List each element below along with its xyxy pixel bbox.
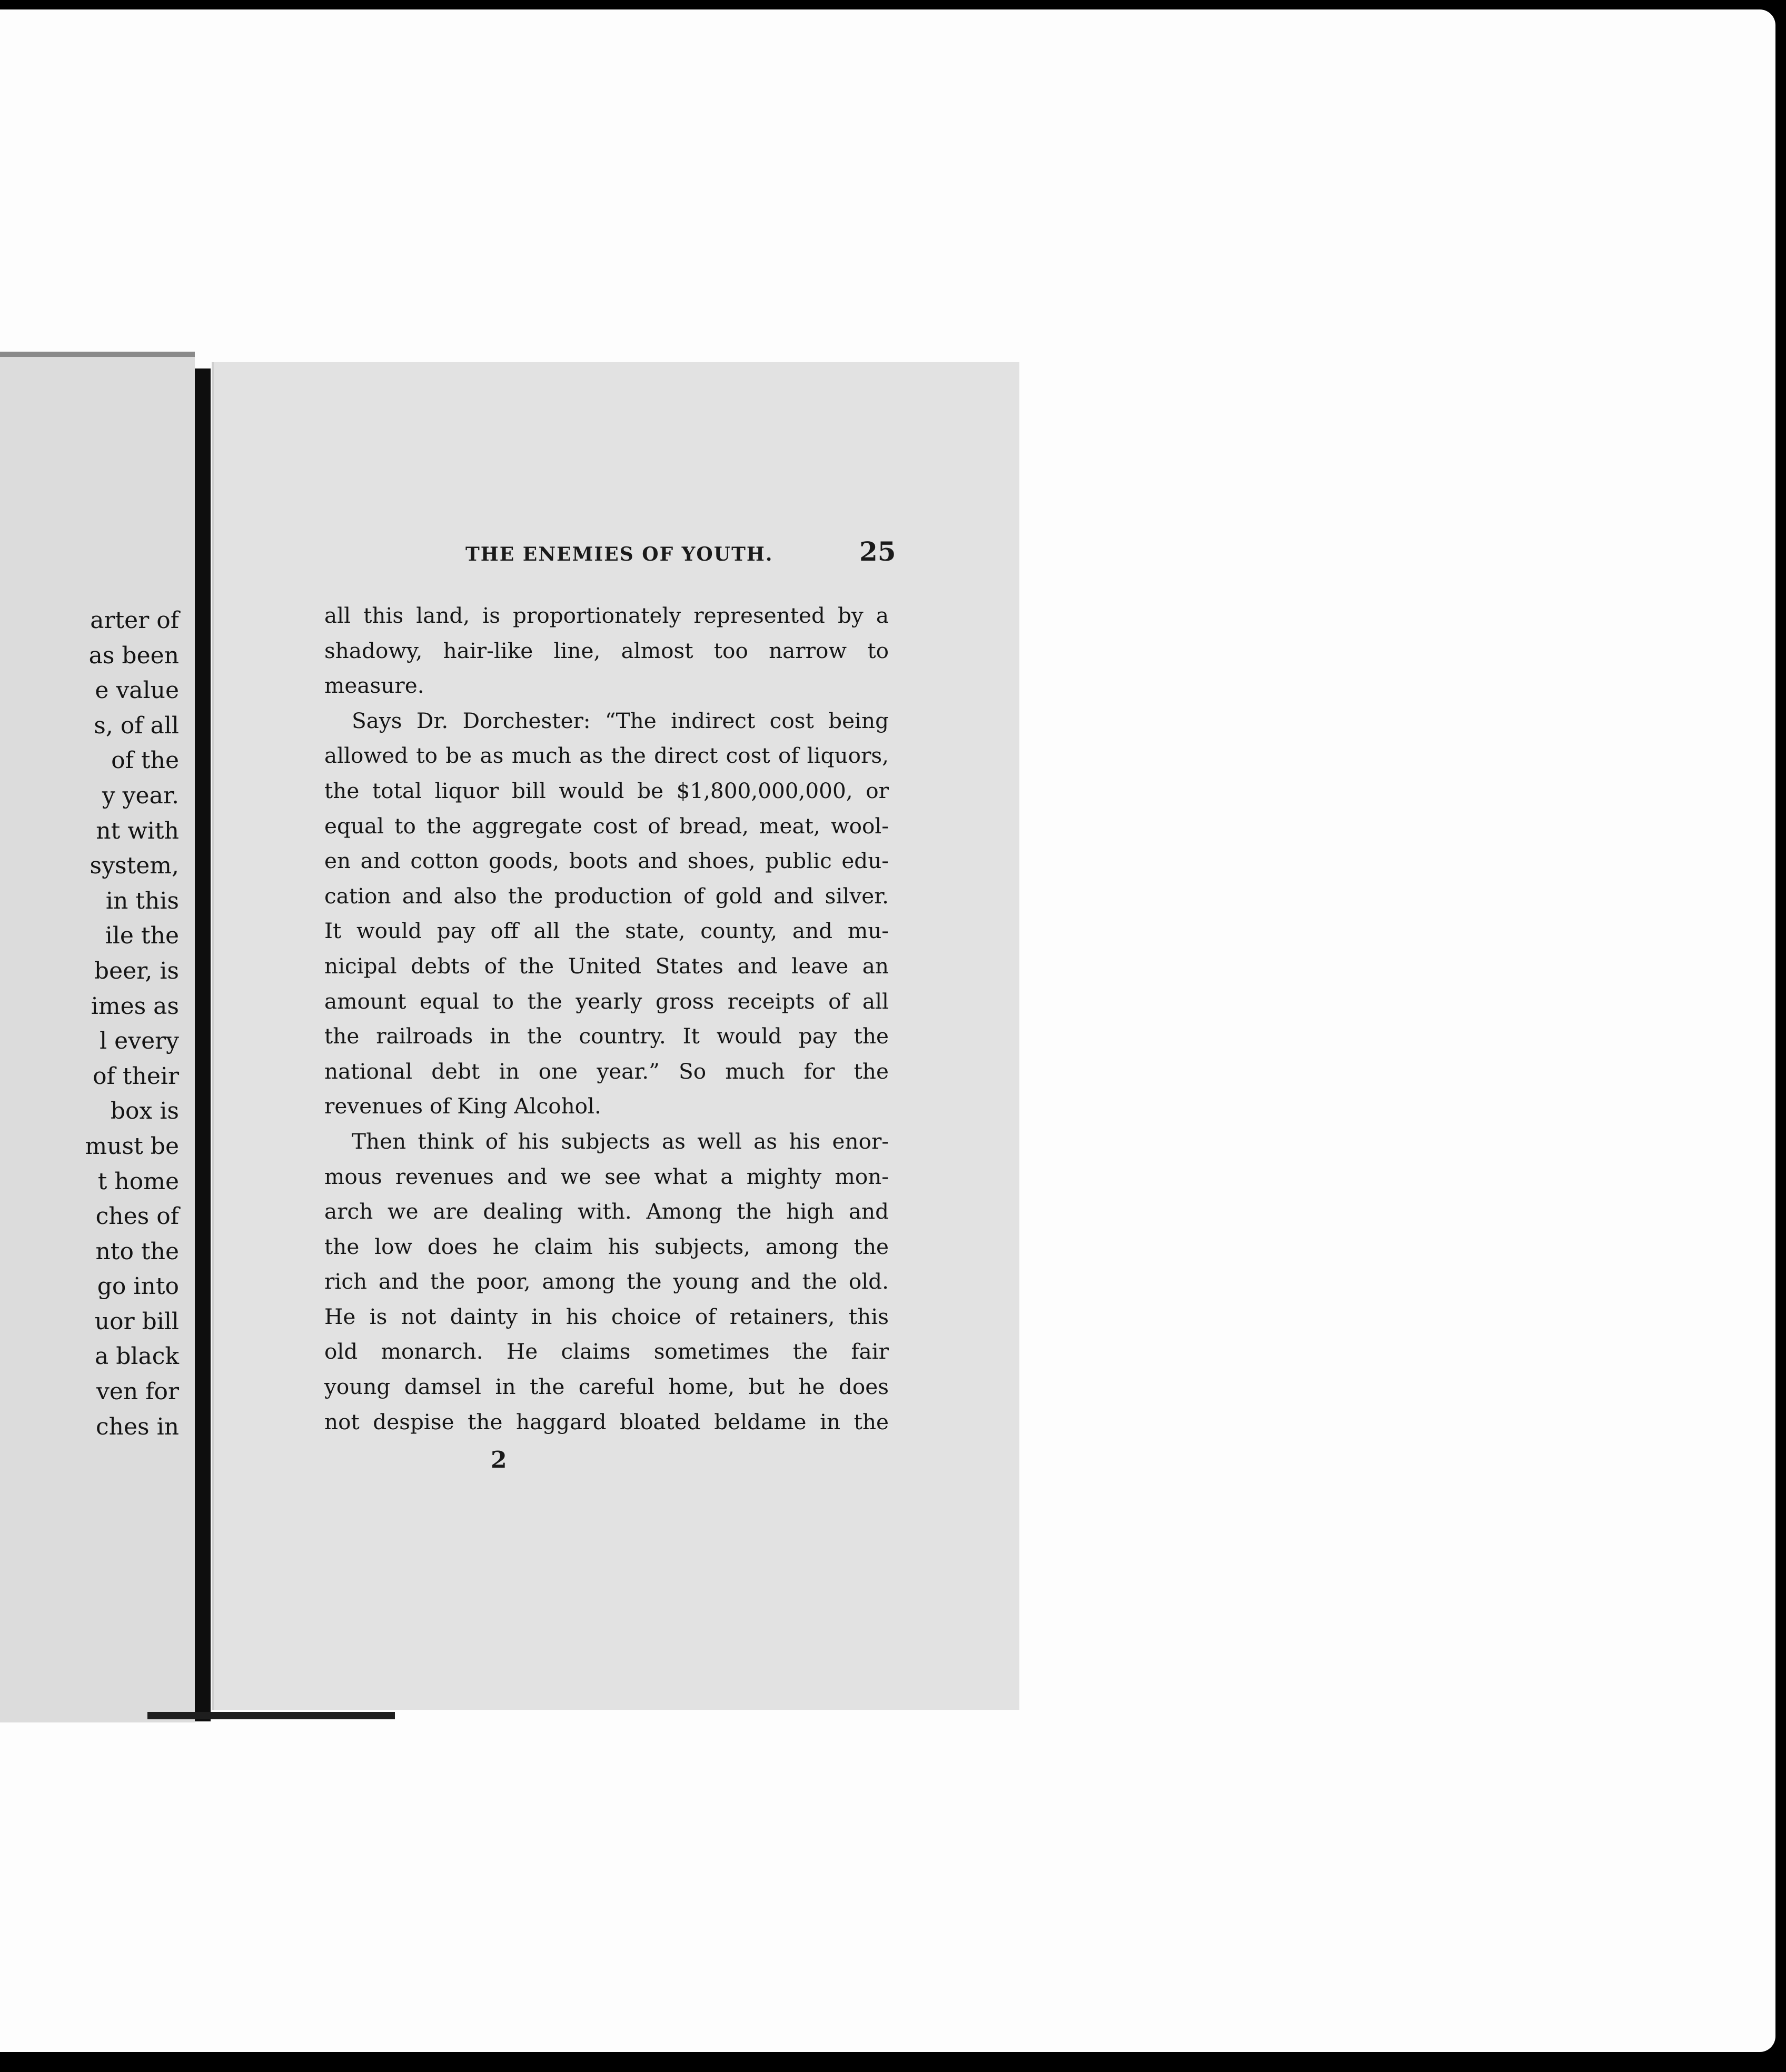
left-page-line: as been [88,642,179,669]
body-line: He is not dainty in his choice of retainers, this [324,1303,889,1329]
body-line: national debt in one year.” So much for the [324,1058,889,1084]
left-page-line: go into [97,1273,179,1300]
left-page-line: s, of all [94,712,179,739]
left-page-line: of the [111,747,179,774]
body-line: en and cotton goods, boots and shoes, public edu- [324,848,889,874]
body-line: not despise the haggard bloated beldame in the [324,1409,889,1435]
body-text [324,598,889,1439]
body-line: It would pay off all the state, county, and mu- [324,918,889,944]
body-line: all this land, is proportionately represented by a [324,603,889,628]
left-page-line: of their [93,1062,179,1090]
body-line: cation and also the production of gold and silver. [324,883,889,909]
left-page-line: arter of [90,607,179,634]
left-page-line: system, [90,852,179,880]
left-page-line: ches of [95,1203,179,1230]
left-page-line: uor bill [94,1308,179,1335]
body-line: mous revenues and we see what a mighty mon- [324,1163,889,1189]
body-line: the railroads in the country. It would pay the [324,1023,889,1049]
body-line: Says Dr. Dorchester: “The indirect cost being [352,708,889,733]
body-line: the total liquor bill would be $1,800,000,000, or [324,778,889,803]
body-line: measure. [324,673,424,699]
left-page-line: in this [105,887,179,914]
body-line: old monarch. He claims sometimes the fair [324,1339,889,1364]
body-line: amount equal to the yearly gross receipts of all [324,988,889,1014]
body-line: the low does he claim his subjects, among the [324,1233,889,1259]
body-line: shadowy, hair-like line, almost too narrow to [324,637,889,663]
body-line: allowed to be as much as the direct cost of liquors, [324,743,889,769]
left-page-line: ile the [105,922,179,950]
page-number: 25 [859,536,896,567]
left-page-line: must be [85,1132,179,1160]
left-page-line: nt with [96,817,179,844]
left-page-text [85,603,179,1445]
body-line: rich and the poor, among the young and the old. [324,1269,889,1294]
body-line: young damsel in the careful home, but he does [324,1374,889,1400]
left-page-line: beer, is [94,957,179,984]
signature-mark: 2 [491,1447,507,1473]
left-page-line: nto the [95,1238,179,1265]
left-page-line: e value [95,677,179,704]
body-line: equal to the aggregate cost of bread, meat, wool- [324,813,889,839]
left-page-line: y year. [102,782,179,809]
left-page-line: t home [97,1168,179,1195]
left-page [0,352,195,1722]
left-page-line: ches in [96,1413,179,1440]
left-page-line: l every [100,1028,179,1055]
left-page-line: a black [95,1343,179,1370]
left-page-line: ven for [96,1378,179,1406]
left-page-line: box is [110,1098,179,1125]
page-bottom-edge [147,1712,395,1719]
body-line: revenues of King Alcohol. [324,1093,601,1119]
running-head: THE ENEMIES OF YOUTH. [465,543,773,565]
left-page-line: imes as [91,992,179,1020]
body-line: Then think of his subjects as well as his enor- [352,1128,889,1154]
book-spine-shadow [195,368,211,1721]
right-page [212,362,1019,1710]
body-line: arch we are dealing with. Among the high and [324,1199,889,1224]
body-line: nicipal debts of the United States and leave an [324,953,889,979]
